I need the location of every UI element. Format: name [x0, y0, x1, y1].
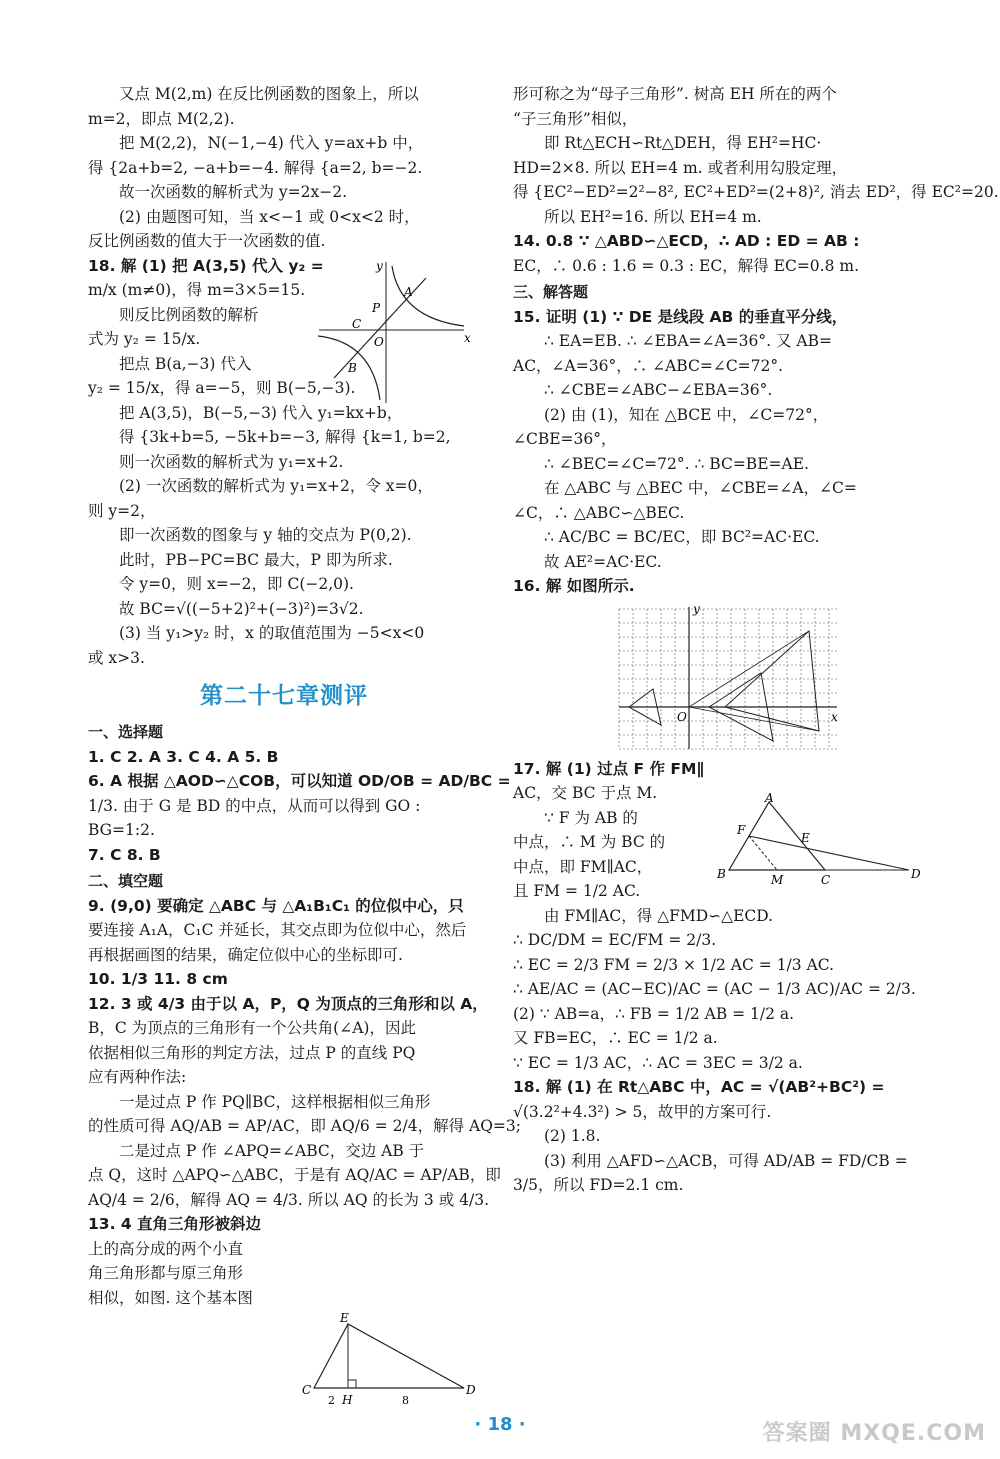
label-F: F [737, 823, 746, 837]
text-line: ∴ AE/AC = (AC−EC)/AC = (AC − 1/3 AC)/AC = 2/3. [513, 980, 916, 998]
text-line: 18. 解 (1) 在 Rt△ABC 中，AC = √(AB²+BC²) = [513, 1078, 885, 1096]
label-y: y [693, 601, 700, 616]
label-P: P [372, 301, 381, 315]
text-line: AC，∠A=36°，∴ ∠ABC=∠C=72°. [513, 356, 784, 375]
label-len-8: 8 [402, 1394, 409, 1407]
text-line: y₂ = 15/x，得 a=−5，则 B(−5,−3). [88, 379, 356, 397]
chapter-title: 第二十七章测评 [200, 683, 368, 709]
text-line: ∠C，∴ △ABC∽△BEC. [513, 503, 685, 522]
text-line: 9. (9,0) 要确定 △ABC 与 △A₁B₁C₁ 的位似中心，只 [88, 896, 464, 915]
text-line: 一、选择题 [88, 723, 164, 741]
text-line: (2) ∵ AB=a，∴ FB = 1/2 AB = 1/2 a. [513, 1004, 795, 1023]
text-line: 把 M(2,2)，N(−1,−4) 代入 y=ax+b 中， [119, 134, 424, 152]
page-number: · 18 · [474, 1414, 526, 1435]
label-C: C [352, 317, 362, 331]
text-line: 所以 EH²=16. 所以 EH=4 m. [544, 207, 762, 226]
label-O: O [677, 709, 687, 724]
text-line: 12. 3 或 4/3 由于以 A，P，Q 为顶点的三角形和以 A， [88, 994, 488, 1013]
text-line: 由 FM∥AC，得 △FMD∽△ECD. [544, 906, 774, 925]
text-line: “子三角形”相似， [513, 109, 638, 128]
text-line: 故 AE²=AC·EC. [544, 552, 662, 571]
label-H: H [342, 1393, 353, 1407]
text-line: ∴ EC = 2/3 FM = 2/3 × 1/2 AC = 1/3 AC. [513, 955, 834, 974]
text-line: ∴ EA=EB. ∴ ∠EBA=∠A=36°. 又 AB= [544, 332, 832, 350]
text-line: 相似，如图. 这个基本图 [88, 1288, 253, 1307]
label-B: B [348, 361, 357, 375]
text-line: ∴ AC/BC = BC/EC，即 BC²=AC·EC. [544, 528, 820, 546]
right-text-block-1 [513, 82, 999, 599]
text-line: 点 Q，这时 △APQ∽△ABC，于是有 AQ/AC = AP/AB，即 [88, 1166, 501, 1184]
text-line: 把点 B(a,−3) 代入 [119, 354, 252, 373]
text-line: 形可称之为“母子三角形”. 树高 EH 所在的两个 [513, 85, 837, 103]
text-line: 10. 1/3 11. 8 cm [88, 970, 228, 988]
text-line: 要连接 A₁A，C₁C 并延长，其交点即为位似中心，然后 [88, 921, 467, 939]
text-line: 17. 解 (1) 过点 F 作 FM∥ [513, 759, 705, 778]
text-line: 得 {3k+b=5, −5k+b=−3, 解得 {k=1, b=2, [119, 428, 451, 446]
figure-q16-grid [613, 603, 843, 753]
text-line: 此时，PB−PC=BC 最大，P 即为所求. [119, 550, 393, 569]
text-line: 又 FB=EC，∴ EC = 1/2 a. [513, 1029, 718, 1047]
text-line: 上的高分成的两个小直 [88, 1239, 244, 1258]
text-line: 把 A(3,5)，B(−5,−3) 代入 y₁=kx+b， [119, 403, 403, 422]
text-line: 故 BC=√((−5+2)²+(−3)²)=3√2. [119, 599, 364, 618]
text-line: 16. 解 如图所示. [513, 577, 635, 595]
label-E: E [340, 1311, 349, 1325]
text-line: (3) 当 y₁>y₂ 时，x 的取值范围为 −5<x<0 [119, 624, 425, 642]
text-line: 一是过点 P 作 PQ∥BC，这样根据相似三角形 [119, 1092, 431, 1111]
text-line: 7. C 8. B [88, 845, 161, 864]
text-line: ∴ DC/DM = EC/FM = 2/3. [513, 931, 717, 949]
text-line: 1/3. 由于 G 是 BD 的中点，从而可以得到 GO : [88, 796, 421, 815]
label-A: A [765, 791, 774, 805]
text-line: 在 △ABC 与 △BEC 中，∠CBE=∠A，∠C= [544, 479, 857, 497]
text-line: ∵ EC = 1/3 AC，∴ AC = 3EC = 3/2 a. [513, 1053, 803, 1072]
left-column [88, 82, 521, 1407]
text-line: 13. 4 直角三角形被斜边 [88, 1215, 262, 1233]
label-C: C [302, 1383, 312, 1397]
text-line: m=2，即点 M(2,2). [88, 109, 235, 128]
label-D: D [911, 867, 921, 881]
label-x: x [464, 331, 471, 345]
text-line: ∠CBE=36°， [513, 430, 617, 448]
figure-q17-triangle [713, 791, 923, 888]
text-line: 的性质可得 AQ/AB = AP/AC，即 AQ/6 = 2/4，解得 AQ=3; [88, 1117, 521, 1135]
label-D: D [466, 1383, 476, 1397]
text-line: 得 {EC²−ED²=2²−8², EC²+ED²=(2+8)², 消去 ED²，得 EC²=20. [513, 183, 999, 201]
label-C: C [821, 873, 831, 887]
text-line: 18. 解 (1) 把 A(3,5) 代入 y₂ = [88, 256, 324, 275]
text-line: 14. 0.8 ∵ △ABD∽△ECD，∴ AD : ED = AB : [513, 232, 860, 250]
text-line: (2) 一次函数的解析式为 y₁=x+2，令 x=0， [119, 477, 433, 495]
text-line: 三、解答题 [513, 283, 589, 301]
text-line: 且 FM = 1/2 AC. [513, 882, 641, 900]
text-line: 式为 y₂ = 15/x. [88, 330, 201, 348]
figure-q13-triangle [302, 1311, 482, 1407]
text-line: 3/5，所以 FD=2.1 cm. [513, 1176, 684, 1194]
figure-q18-hyperbola [314, 258, 474, 408]
label-len-2: 2 [328, 1394, 335, 1407]
text-line: 反比例函数的值大于一次函数的值. [88, 232, 326, 250]
text-line: B，C 为顶点的三角形有一个公共角(∠A)，因此 [88, 1019, 416, 1037]
text-line: AC，交 BC 于点 M. [513, 784, 658, 802]
text-line: 即 Rt△ECH∽Rt△DEH，得 EH²=HC· [544, 134, 822, 152]
text-line: AQ/4 = 2/6，解得 AQ = 4/3. 所以 AQ 的长为 3 或 4/3. [88, 1190, 490, 1209]
label-A: A [404, 285, 413, 299]
text-line: 角三角形都与原三角形 [88, 1264, 244, 1282]
label-M: M [771, 873, 784, 887]
label-E: E [801, 831, 810, 845]
text-line: 则一次函数的解析式为 y₁=x+2. [119, 452, 344, 471]
watermark: 答案圈 MXQE.COM [762, 1421, 986, 1446]
label-x: x [831, 709, 838, 724]
text-line: 则 y=2， [88, 501, 156, 520]
text-line: 中点，∴ M 为 BC 的 [513, 833, 666, 851]
left-text-block-2 [88, 720, 521, 1310]
text-line: 又点 M(2,m) 在反比例函数的图象上，所以 [119, 85, 419, 103]
text-line: HD=2×8. 所以 EH=4 m. 或者利用勾股定理， [513, 158, 848, 177]
text-line: 6. A 根据 △AOD∽△COB，可以知道 OD/OB = AD/BC = [88, 772, 511, 790]
text-line: 二、填空题 [88, 872, 164, 890]
text-line: ∵ F 为 AB 的 [544, 808, 638, 827]
text-line: 故一次函数的解析式为 y=2x−2. [119, 183, 348, 201]
text-line: (2) 由 (1)，知在 △BCE 中，∠C=72°， [544, 405, 829, 424]
label-O: O [374, 335, 384, 349]
text-line: 得 {2a+b=2, −a+b=−4. 解得 {a=2, b=−2. [88, 158, 423, 177]
text-line: BG=1:2. [88, 821, 155, 839]
text-line: ∴ ∠BEC=∠C=72°. ∴ BC=BE=AE. [544, 454, 809, 473]
text-line: √(3.2²+4.3²) > 5，故甲的方案可行. [513, 1102, 772, 1121]
text-line: EC，∴ 0.6 : 1.6 = 0.3 : EC，解得 EC=0.8 m. [513, 256, 860, 275]
text-line: 则反比例函数的解析 [119, 305, 259, 324]
text-line: ∴ ∠CBE=∠ABC−∠EBA=36°. [544, 381, 773, 399]
text-line: 令 y=0，则 x=−2，即 C(−2,0). [119, 575, 354, 593]
text-line: 即一次函数的图象与 y 轴的交点为 P(0,2). [119, 526, 412, 544]
text-line: 二是过点 P 作 ∠APQ=∠ABC，交边 AB 于 [119, 1141, 425, 1160]
text-line: 再根据画图的结果，确定位似中心的坐标即可. [88, 945, 403, 964]
text-line: 或 x>3. [88, 648, 145, 667]
text-line: 1. C 2. A 3. C 4. A 5. B [88, 747, 279, 766]
label-B: B [717, 867, 726, 881]
text-line: 依据相似三角形的判定方法，过点 P 的直线 PQ [88, 1043, 416, 1062]
text-line: (2) 1.8. [544, 1127, 601, 1145]
text-line: 应有两种作法: [88, 1068, 187, 1086]
text-line: m/x (m≠0)，得 m=3×5=15. [88, 281, 306, 299]
label-y: y [376, 259, 383, 273]
text-line: (2) 由题图可知，当 x<−1 或 0<x<2 时， [119, 207, 420, 226]
text-line: 中点，即 FM∥AC， [513, 857, 653, 876]
text-line: 15. 证明 (1) ∵ DE 是线段 AB 的垂直平分线， [513, 307, 848, 326]
text-line: (3) 利用 △AFD∽△ACB，可得 AD/AB = FD/CB = [544, 1151, 908, 1170]
right-column [513, 82, 999, 1198]
